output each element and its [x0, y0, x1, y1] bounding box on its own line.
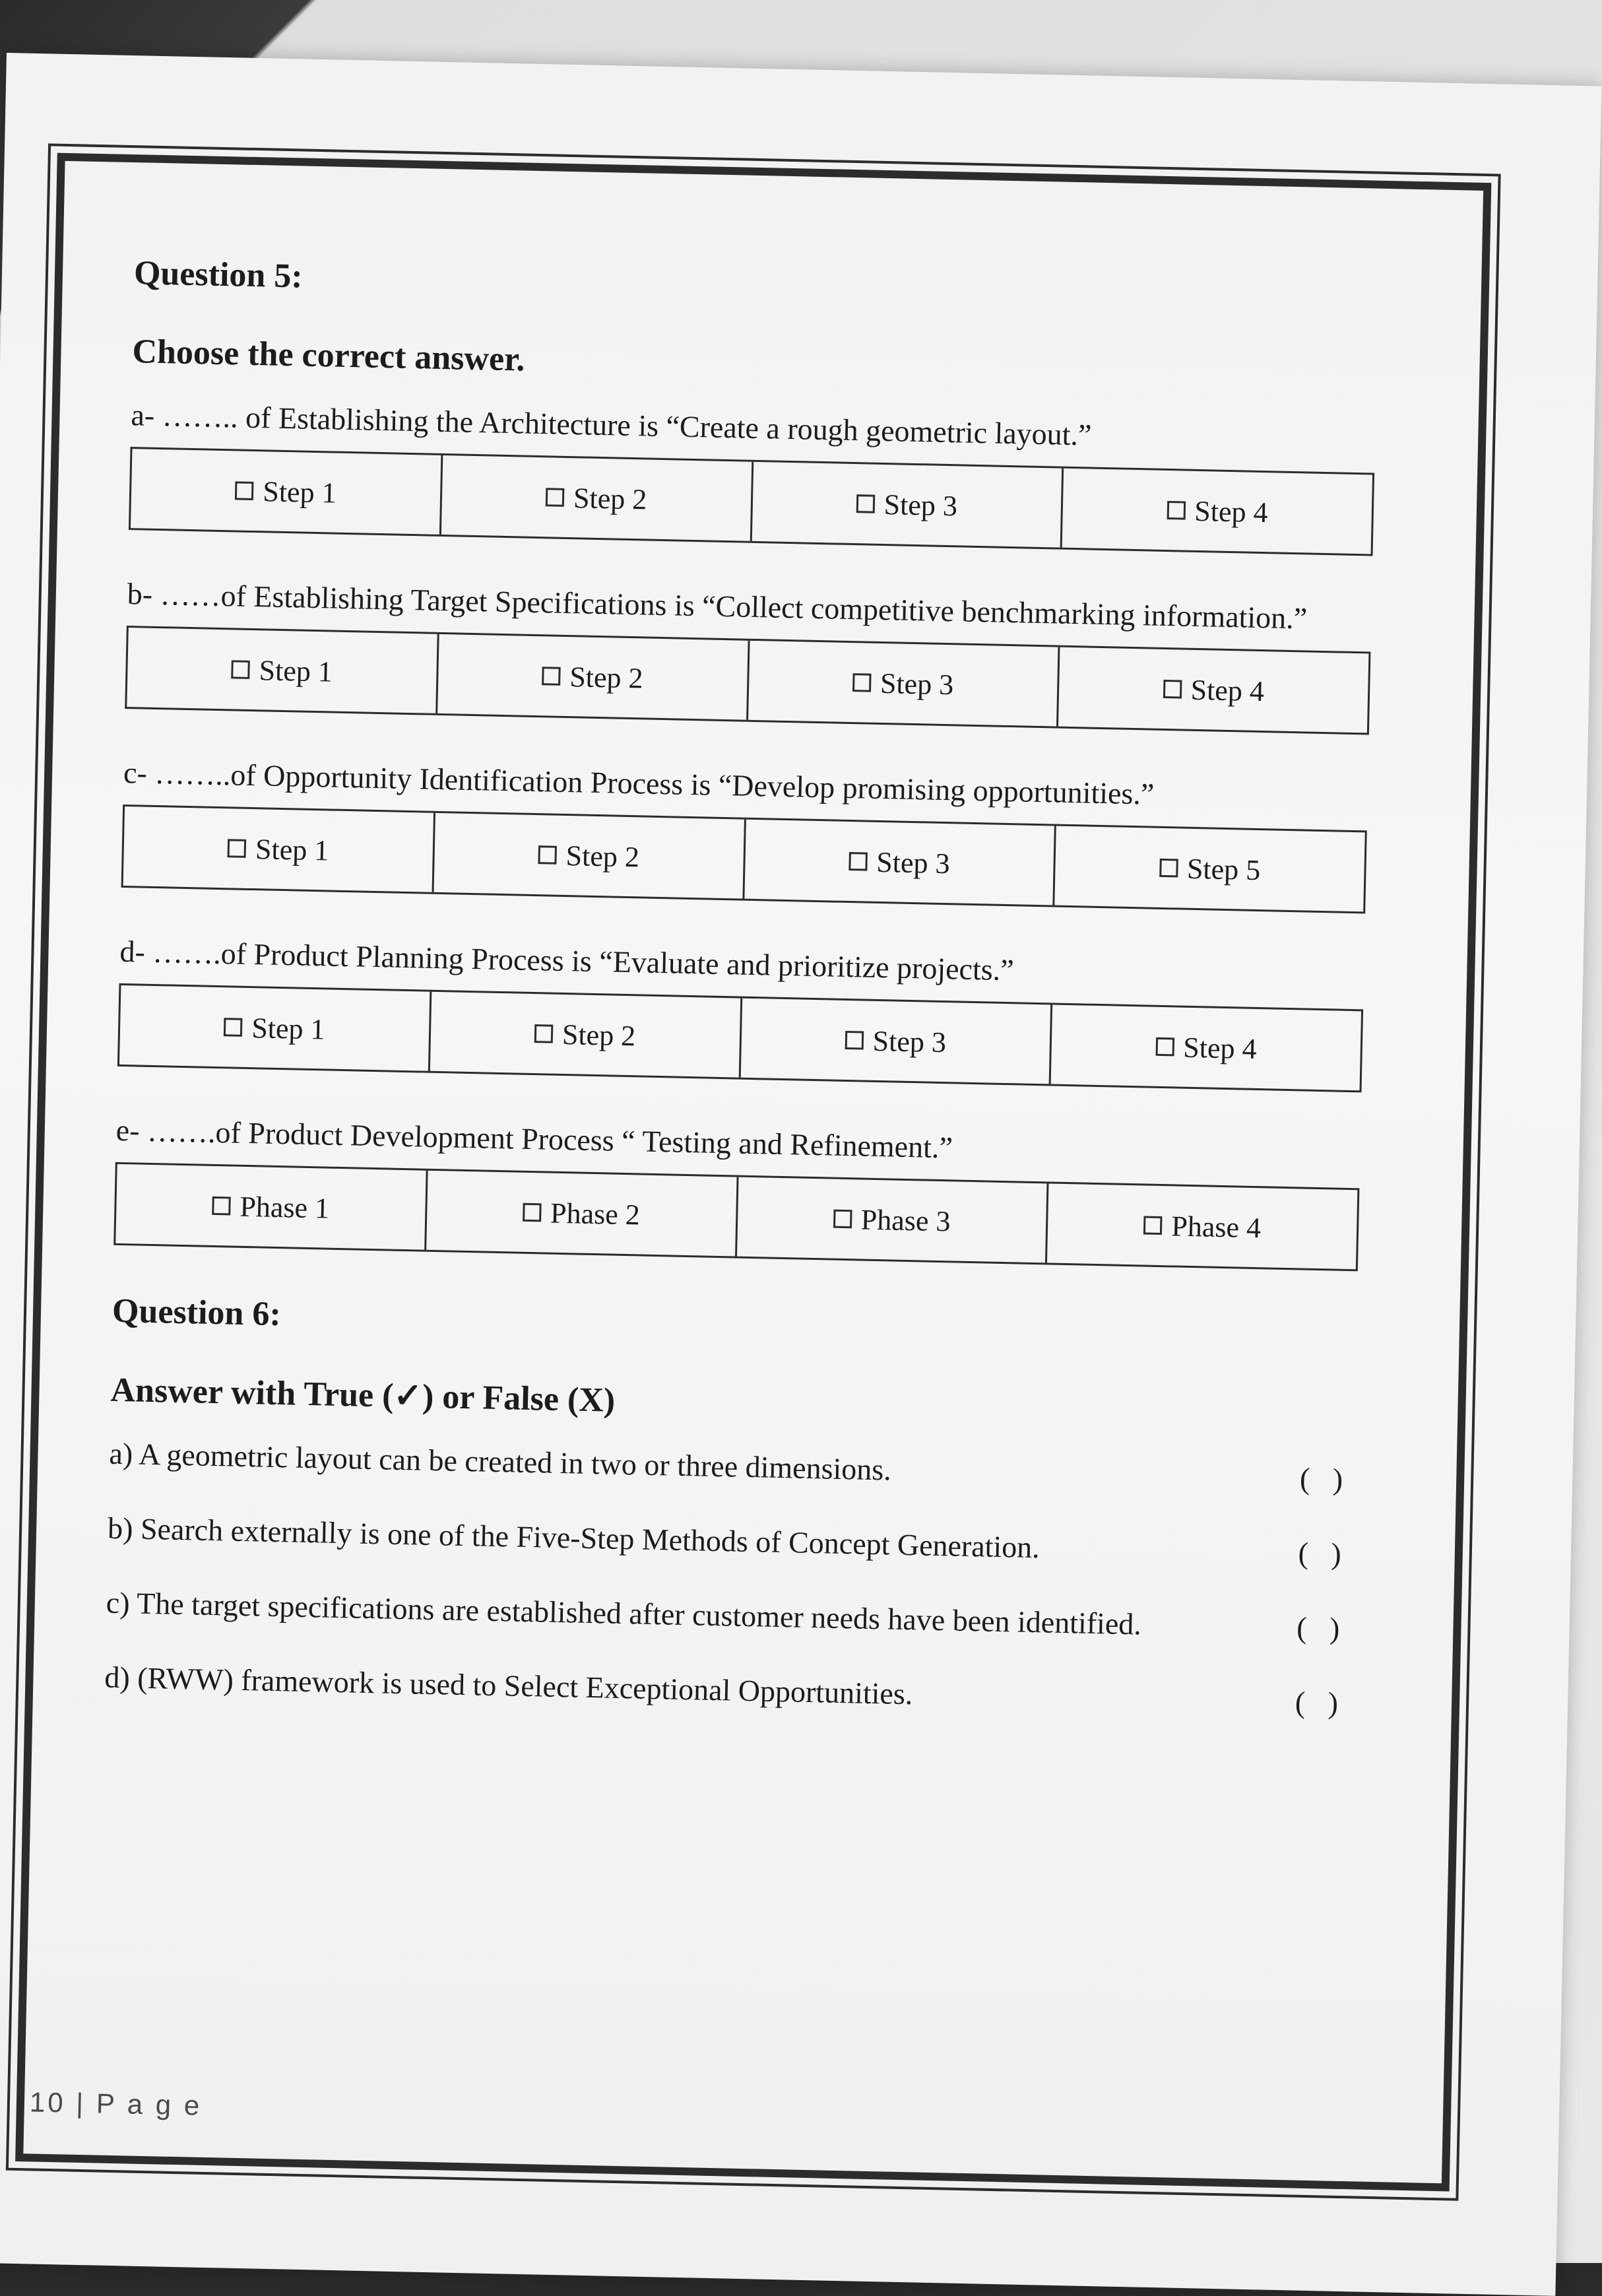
question5-title: Question 5:: [133, 254, 304, 296]
checkbox-icon[interactable]: [235, 481, 254, 500]
option-cell[interactable]: [744, 820, 1056, 905]
mcq-question-text: b- ……of Establishing Target Specifications is “Collect competitive benchmarking information.”: [127, 577, 1308, 636]
option-label: Step 2: [573, 481, 647, 515]
tf-statement: b) Search externally is one of the Five-Step Methods of Concept Generation.: [107, 1511, 1041, 1565]
answer-blank[interactable]: ( ): [1296, 1610, 1340, 1645]
checkbox-icon[interactable]: [856, 494, 875, 513]
checkbox-icon[interactable]: [538, 845, 557, 865]
mcq-item-d: [117, 934, 1407, 1094]
option-cell[interactable]: [1055, 826, 1365, 912]
checkbox-icon[interactable]: [546, 488, 565, 507]
checkbox-icon[interactable]: [534, 1024, 554, 1043]
option-label: Step 1: [259, 653, 333, 688]
option-cell[interactable]: [430, 992, 742, 1078]
option-cell[interactable]: [119, 985, 432, 1071]
tf-item-a: [109, 1436, 1363, 1497]
option-label: Step 3: [876, 845, 951, 880]
answer-blank[interactable]: ( ): [1295, 1685, 1339, 1720]
option-label: Phase 1: [240, 1190, 330, 1225]
mcq-question-text: a- …….. of Establishing the Architecture is “Create a rough geometric layout.”: [131, 398, 1092, 452]
checkbox-icon[interactable]: [849, 852, 868, 871]
mcq-options-table: [117, 983, 1363, 1092]
option-cell[interactable]: [426, 1171, 738, 1257]
mcq-item-b: [125, 576, 1414, 736]
option-label: Step 4: [1194, 494, 1269, 529]
page-number: 10 | P a g e: [29, 2086, 203, 2121]
checkbox-icon[interactable]: [1143, 1216, 1163, 1235]
answer-blank[interactable]: ( ): [1298, 1536, 1342, 1571]
option-label: Step 2: [565, 839, 640, 873]
option-cell[interactable]: [748, 641, 1060, 727]
paper-sheet: [0, 53, 1601, 2296]
checkbox-icon[interactable]: [1167, 501, 1186, 520]
question6-instruction: Answer with True (✓) or False (X): [110, 1371, 616, 1420]
option-label: Step 3: [880, 667, 954, 701]
mcq-item-e: [113, 1113, 1403, 1272]
question6-section: [104, 1292, 1399, 1722]
option-label: Phase 4: [1170, 1209, 1262, 1244]
option-label: Phase 2: [550, 1197, 641, 1231]
tf-statement: d) (RWW) framework is used to Select Exceptional Opportunities.: [104, 1660, 913, 1711]
mcq-item-a: [129, 397, 1418, 557]
mcq-options-table: [129, 447, 1374, 556]
option-cell[interactable]: [1047, 1183, 1357, 1269]
option-label: Step 1: [262, 475, 337, 509]
question6-title: Question 6:: [112, 1292, 282, 1334]
checkbox-icon[interactable]: [523, 1203, 542, 1222]
option-label: Phase 3: [860, 1203, 951, 1237]
option-label: Step 1: [251, 1011, 326, 1045]
option-cell[interactable]: [127, 628, 439, 713]
mcq-options-table: [113, 1162, 1359, 1271]
option-label: Step 4: [1190, 673, 1265, 707]
mcq-question-text: d- …….of Product Planning Process is “Evaluate and prioritize projects.”: [119, 934, 1015, 987]
option-cell[interactable]: [437, 634, 750, 720]
tf-item-c: [106, 1585, 1360, 1647]
option-cell[interactable]: [1058, 647, 1368, 733]
page-content: [104, 253, 1421, 1761]
option-cell[interactable]: [123, 806, 435, 892]
tf-item-b: [108, 1511, 1362, 1572]
option-cell[interactable]: [131, 449, 443, 535]
tf-statement: c) The target specifications are established after customer needs have been identified.: [106, 1585, 1142, 1641]
option-cell[interactable]: [752, 462, 1064, 548]
checkbox-icon[interactable]: [833, 1210, 852, 1229]
option-cell[interactable]: [1062, 469, 1372, 554]
option-label: Step 1: [255, 832, 329, 867]
checkbox-icon[interactable]: [1163, 680, 1182, 699]
tf-statement: a) A geometric layout can be created in two or three dimensions.: [109, 1436, 892, 1487]
checkbox-icon[interactable]: [1159, 859, 1178, 878]
checkbox-icon[interactable]: [231, 660, 250, 679]
option-label: Step 3: [883, 488, 958, 522]
option-cell[interactable]: [433, 813, 746, 899]
option-cell[interactable]: [737, 1177, 1049, 1263]
option-label: Step 2: [569, 660, 644, 694]
question5-instruction: Choose the correct answer.: [131, 333, 526, 379]
checkbox-icon[interactable]: [1155, 1037, 1174, 1057]
checkbox-icon[interactable]: [212, 1197, 231, 1216]
checkbox-icon[interactable]: [224, 1018, 243, 1037]
option-label: Step 3: [872, 1024, 947, 1059]
mcq-options-table: [121, 804, 1367, 913]
mcq-options-table: [125, 626, 1370, 735]
option-label: Step 2: [561, 1018, 636, 1052]
option-cell[interactable]: [740, 999, 1052, 1084]
answer-blank[interactable]: ( ): [1299, 1461, 1343, 1496]
checkbox-icon[interactable]: [542, 667, 561, 686]
tf-item-d: [104, 1660, 1359, 1721]
option-cell[interactable]: [115, 1164, 428, 1250]
mcq-question-text: c- ……..of Opportunity Identification Process is “Develop promising opportunities.”: [123, 755, 1155, 811]
checkbox-icon[interactable]: [228, 839, 247, 858]
option-cell[interactable]: [441, 455, 753, 541]
mcq-item-c: [121, 755, 1411, 915]
checkbox-icon[interactable]: [852, 673, 872, 692]
option-label: Step 4: [1182, 1031, 1258, 1065]
mcq-question-text: e- …….of Product Development Process “ Testing and Refinement.”: [115, 1113, 953, 1165]
option-cell[interactable]: [1051, 1005, 1361, 1091]
option-label: Step 5: [1186, 852, 1261, 886]
checkbox-icon[interactable]: [845, 1031, 864, 1050]
